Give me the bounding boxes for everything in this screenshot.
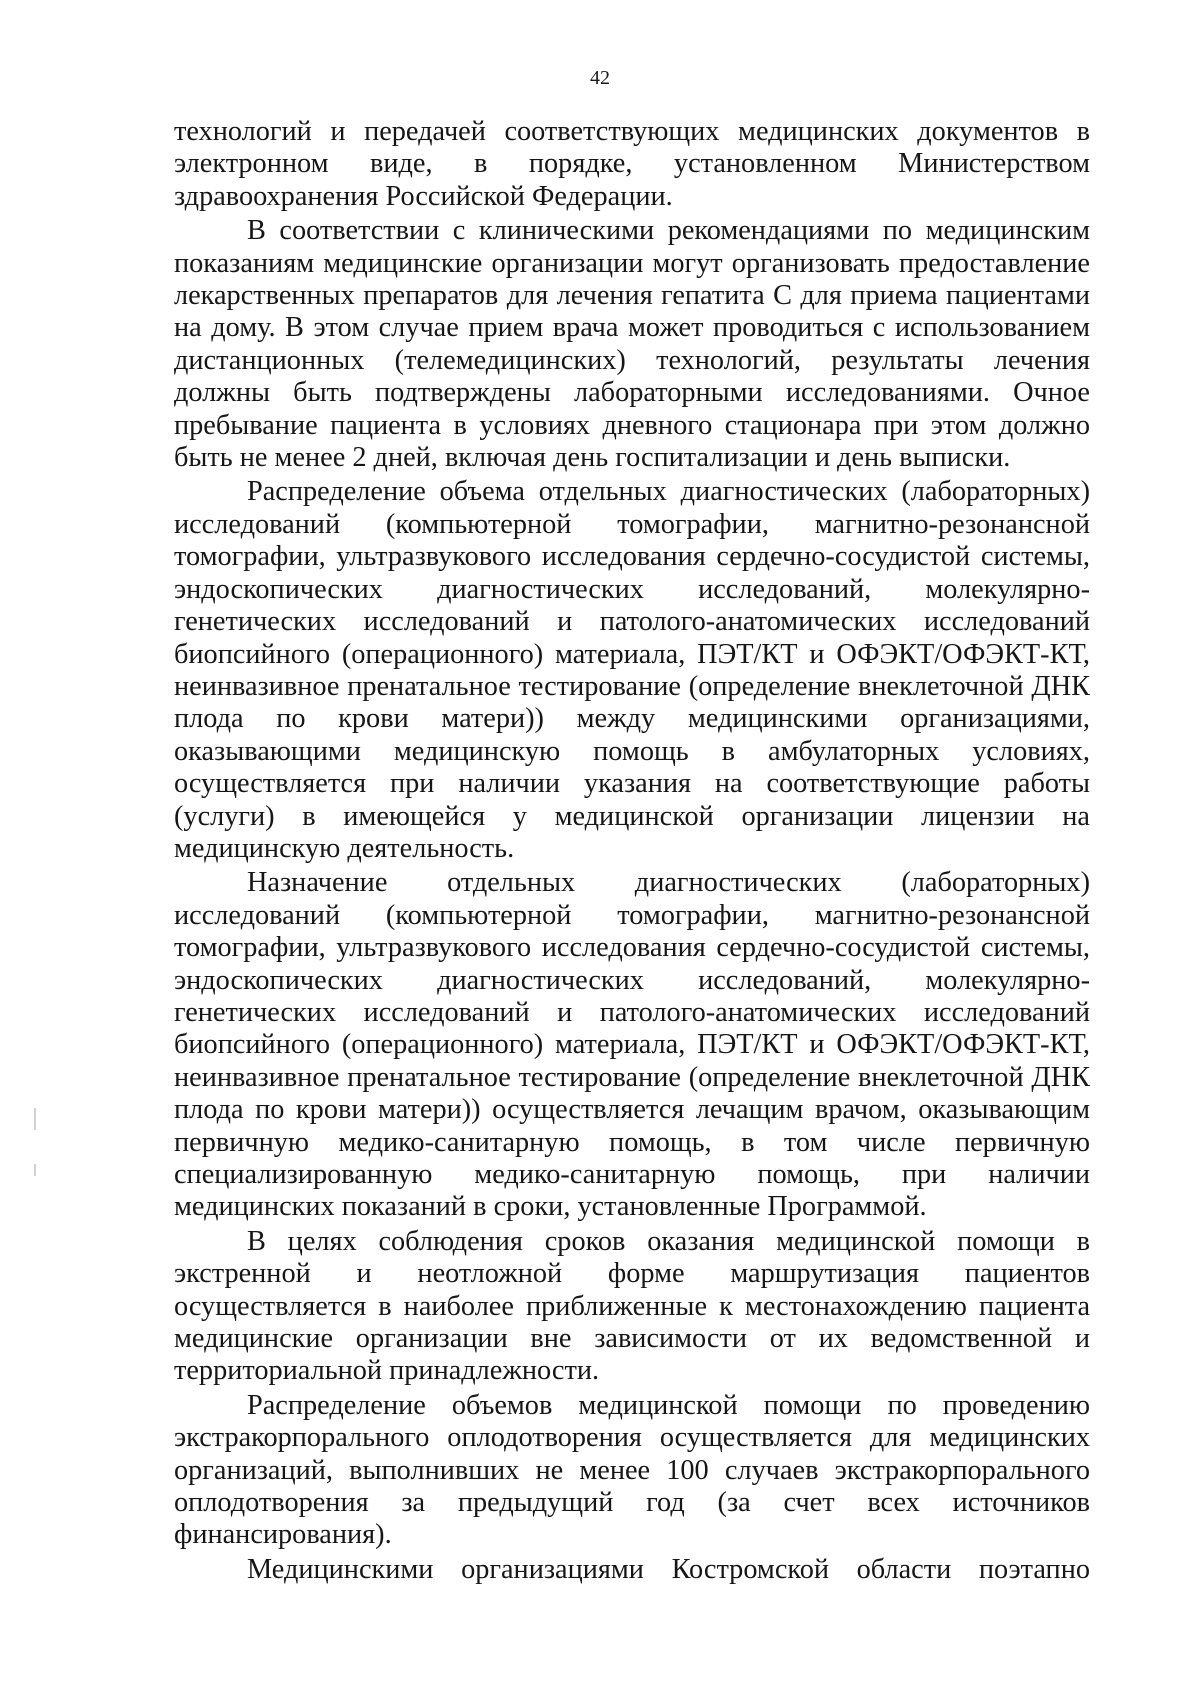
paragraph-ivf-volume-distribution: Распределение объемов медицинской помощи по проведению экстракорпорального оплодотворения осуществляется для медицинских организаций, выполнивших не менее 100 случаев экстракорпорального оплодотворения за предыдущий год (за счет всех источников финансирования). bbox=[174, 1389, 1090, 1551]
paragraph-hepatitis-c-treatment: В соответствии с клиническими рекомендациями по медицинским показаниям медицинские организации могут организовать предоставление лекарственных препаратов для лечения гепатита С для приема пациентами на дому. В этом случае прием врача может проводиться с использованием дистанционных (телемедицинских) технологий, результаты лечения должны быть подтверждены лабораторными исследованиями. Очное пребывание пациента в условиях дневного стационара при этом должно быть не менее 2 дней, включая день госпитализации и день выписки. bbox=[174, 215, 1090, 474]
page-number: 42 bbox=[590, 67, 610, 89]
paragraph-kostroma-organizations: Медицинскими организациями Костромской области поэтапно bbox=[247, 1553, 1090, 1585]
scan-artifact-mark bbox=[34, 1108, 36, 1130]
document-body bbox=[174, 116, 1090, 1588]
paragraph-diagnostic-volume-distribution: Распределение объема отдельных диагностических (лабораторных) исследований (компьютерной томографии, магнитно-резонансной томографии, ультразвукового исследования сердечно-сосудистой системы, эндоскопических диагностических исследований, молекулярно-генетических исследований и патолого-анатомических исследований биопсийного (операционного) материала, ПЭТ/КТ и ОФЭКТ/ОФЭКТ-КТ, неинвазивное пренатальное тестирование (определение внеклеточной ДНК плода по крови матери)) между медицинскими организациями, оказывающими медицинскую помощь в амбулаторных условиях, осуществляется при наличии указания на соответствующие работы (услуги) в имеющейся у медицинской организации лицензии на медицинскую деятельность. bbox=[174, 476, 1090, 864]
scan-artifact-mark bbox=[34, 1164, 36, 1176]
paragraph-diagnostic-prescription: Назначение отдельных диагностических (лабораторных) исследований (компьютерной томографии, магнитно-резонансной томографии, ультразвукового исследования сердечно-сосудистой системы, эндоскопических диагностических исследований, молекулярно-генетических исследований и патолого-анатомических исследований биопсийного (операционного) материала, ПЭТ/КТ и ОФЭКТ/ОФЭКТ-КТ, неинвазивное пренатальное тестирование (определение внеклеточной ДНК плода по крови матери)) осуществляется лечащим врачом, оказывающим первичную медико-санитарную помощь, в том числе первичную специализированную медико-санитарную помощь, при наличии медицинских показаний в сроки, установленные Программой. bbox=[174, 867, 1090, 1223]
paragraph-emergency-routing: В целях соблюдения сроков оказания медицинской помощи в экстренной и неотложной форме маршрутизация пациентов осуществляется в наиболее приближенные к местонахождению пациента медицинские организации вне зависимости от их ведомственной и территориальной принадлежности. bbox=[174, 1225, 1090, 1387]
paragraph-continuation: технологий и передачей соответствующих медицинских документов в электронном виде, в порядке, установленном Министерством здравоохранения Российской Федерации. bbox=[174, 116, 1090, 212]
